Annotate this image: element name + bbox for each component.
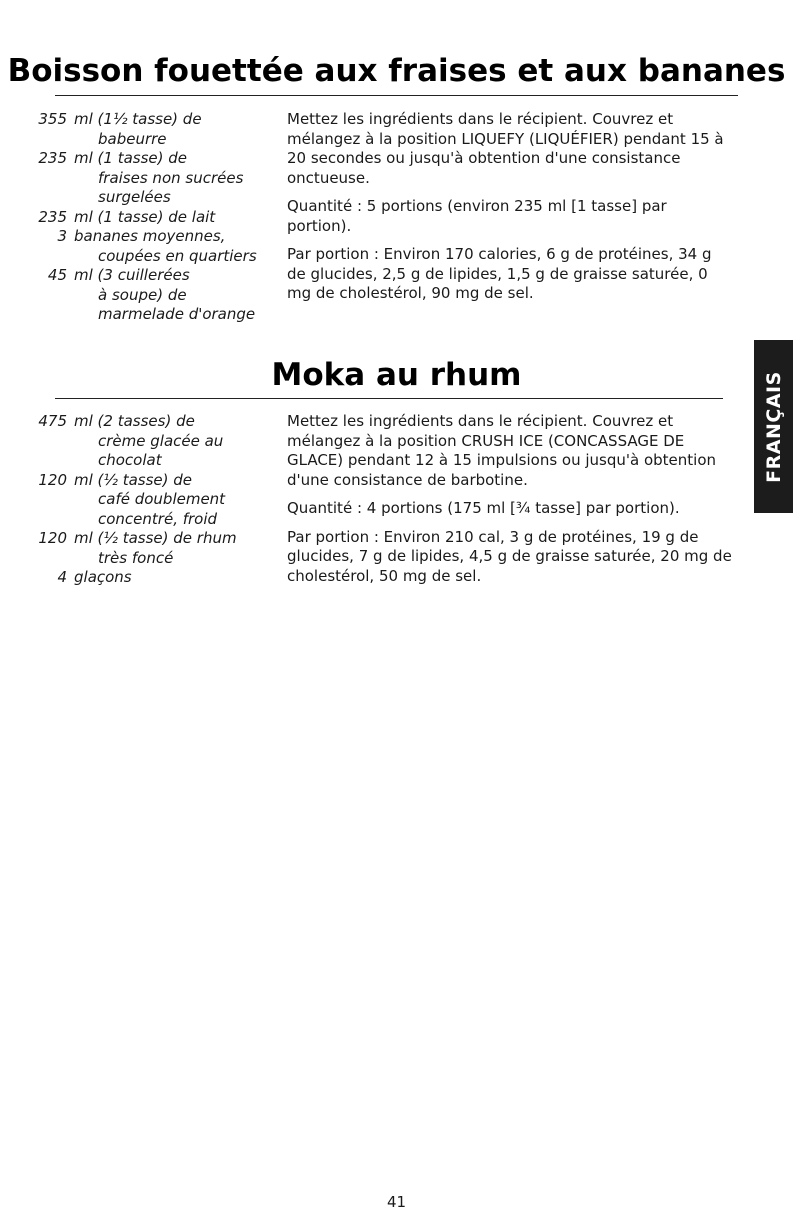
- ingredient-item: [30, 208, 275, 228]
- ingredient-item: [30, 227, 275, 266]
- ingredient-text: crème glacée au: [98, 431, 224, 450]
- ingredient-list: [30, 110, 275, 325]
- ingredient-text: ml (1 tasse) de: [74, 149, 188, 167]
- ingredient-text: coupées en quartiers: [98, 246, 257, 265]
- ingredient-text: chocolat: [98, 451, 162, 469]
- ingredient-item: [30, 149, 275, 208]
- ingredient-text: ml (3 cuillerées: [74, 266, 190, 284]
- ingredient-text: ml (1 tasse) de lait: [74, 207, 216, 226]
- method-paragraph: Mettez les ingrédients dans le récipient. Couvrez et mélangez à la position LIQUEFY (LIQUÉFIER) pendant 15 à 20 secondes ou jusqu'à obtention d'une consistance onctueuse.: [287, 110, 724, 187]
- ingredient-quantity: 4: [57, 568, 67, 586]
- page-number: 41: [386, 1193, 407, 1211]
- ingredient-item: [30, 110, 275, 149]
- method-text: [287, 412, 733, 595]
- ingredient-text: ml (½ tasse) de: [74, 470, 193, 489]
- language-tab: [754, 340, 793, 513]
- ingredient-text: concentré, froid: [98, 509, 218, 528]
- ingredient-quantity: 45: [47, 266, 67, 284]
- recipe-title: Moka au rhum: [271, 357, 522, 393]
- ingredient-text: bananes moyennes,: [74, 227, 226, 245]
- ingredient-quantity: 355: [38, 110, 67, 128]
- ingredient-text: à soupe) de: [98, 285, 187, 304]
- ingredient-quantity: 3: [57, 227, 67, 245]
- ingredient-item: [30, 471, 275, 530]
- ingredient-text: fraises non sucrées: [98, 168, 244, 187]
- ingredient-text: babeurre: [98, 129, 167, 148]
- ingredient-quantity: 235: [38, 207, 67, 226]
- recipe-title: Boisson fouettée aux fraises et aux bananes: [7, 53, 786, 89]
- method-text: [287, 110, 733, 313]
- yield-paragraph: Quantité : 5 portions (environ 235 ml [1 tasse] par portion).: [287, 197, 667, 235]
- ingredient-text: ml (2 tasses) de: [74, 412, 195, 430]
- method-paragraph: Mettez les ingrédients dans le récipient. Couvrez et mélangez à la position CRUSH ICE (CONCASSAGE DE GLACE) pendant 12 à 15 impulsions ou jusqu'à obtention d'une consistance de barbotine.: [287, 412, 717, 489]
- ingredient-quantity: 120: [38, 470, 67, 489]
- ingredient-item: [30, 529, 275, 568]
- ingredient-quantity: 235: [38, 149, 67, 167]
- ingredient-text: surgelées: [98, 188, 171, 206]
- ingredient-item: [30, 412, 275, 471]
- title-rule: [55, 398, 723, 399]
- ingredient-list: [30, 412, 275, 588]
- ingredient-text: glaçons: [74, 568, 132, 586]
- nutrition-paragraph: Par portion : Environ 210 cal, 3 g de protéines, 19 g de glucides, 7 g de lipides, 4,5 g de graisse saturée, 20 mg de cholestérol, 50 mg de sel.: [287, 527, 732, 585]
- ingredient-text: très foncé: [98, 548, 174, 567]
- ingredient-item: [30, 266, 275, 325]
- language-tab-label: FRANÇAIS: [762, 370, 785, 483]
- ingredient-text: café doublement: [98, 490, 226, 508]
- yield-paragraph: Quantité : 4 portions (175 ml [¾ tasse] par portion).: [287, 499, 680, 517]
- ingredient-text: marmelade d'orange: [98, 305, 256, 323]
- ingredient-text: ml (1½ tasse) de: [74, 110, 202, 128]
- nutrition-paragraph: Par portion : Environ 170 calories, 6 g de protéines, 34 g de glucides, 2,5 g de lipides, 1,5 g de graisse saturée, 0 mg de cholestérol, 90 mg de sel.: [287, 245, 712, 302]
- ingredient-quantity: 120: [38, 529, 67, 547]
- title-rule: [55, 95, 738, 96]
- ingredient-quantity: 475: [38, 412, 67, 430]
- ingredient-text: ml (½ tasse) de rhum: [74, 529, 237, 547]
- ingredient-item: [30, 568, 275, 588]
